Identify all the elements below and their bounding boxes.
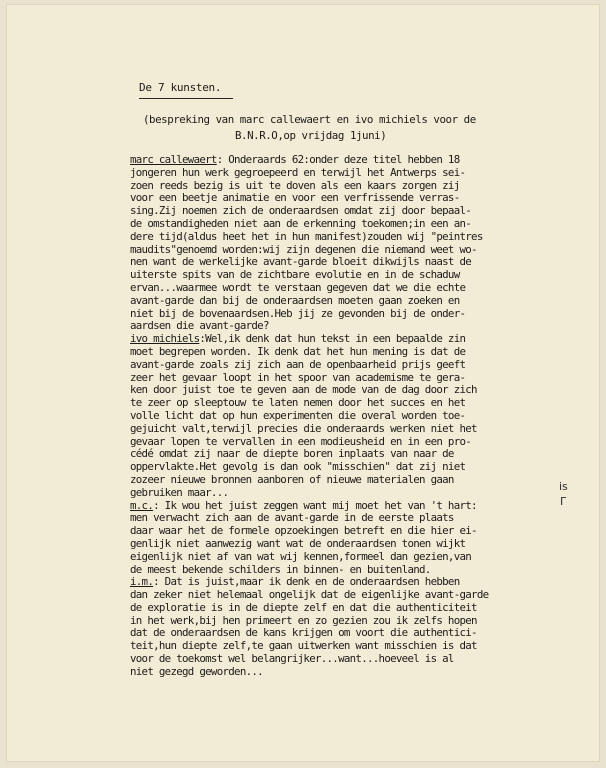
line-text: zozeer nieuwe bronnen aanboren of nieuwe materialen gaan bbox=[130, 472, 454, 486]
subtitle-line-2: B.N.R.O,op vrijdag 1juni) bbox=[235, 129, 387, 142]
speaker-name: ivo michiels bbox=[130, 332, 200, 346]
line-text: : Dat is juist,maar ik denk en de onderaardsen hebben bbox=[153, 575, 460, 589]
line-text: niet bij de bovenaardsen.Heb jij ze gevonden bij de onder- bbox=[130, 306, 466, 320]
line-text: de omstandigheden niet aan de erkenning toekomen;in een an- bbox=[130, 216, 472, 230]
speaker-name: m.c. bbox=[130, 498, 154, 512]
line-text: avant-garde zoals zij zich aan de openbaarheid prijs geeft bbox=[130, 357, 466, 371]
line-text: men verwacht zich aan de avant-garde in de eerste plaats bbox=[130, 511, 454, 525]
line-text: : Onderaards 62:onder deze titel hebben 18 bbox=[216, 153, 460, 166]
line-text: sing.Zij noemen zich de onderaardsen omdat zij door bepaal- bbox=[130, 204, 472, 218]
text-line bbox=[130, 666, 570, 679]
line-text: gebruiken maar... bbox=[130, 485, 229, 499]
line-text: volle licht dat op hun experimenten die overal worden toe- bbox=[130, 408, 466, 422]
speaker-name: marc callewaert bbox=[130, 153, 217, 166]
line-text: nen want de werkelijke avant-garde bloeit dikwijls naast de bbox=[130, 255, 472, 269]
title-underline bbox=[139, 98, 233, 99]
line-text: gejuicht valt,terwijl precies die onderaards werken niet het bbox=[130, 421, 477, 435]
line-text: ken door juist toe te geven aan de mode van de dag door zich bbox=[130, 383, 477, 397]
line-text: aardsen die avant-garde? bbox=[130, 319, 269, 333]
line-text: oppervlakte.Het gevolg is dan ook "misschien" dat zij niet bbox=[130, 460, 466, 474]
line-text: niet gezegd geworden... bbox=[130, 664, 263, 678]
line-text: avant-garde dan bij de onderaardsen moeten gaan zoeken en bbox=[130, 293, 460, 307]
line-text: genlijk niet aanwezig want wat de onderaardsen tonen wijkt bbox=[130, 536, 466, 550]
line-text: zoen reeds bezig is uit te doven als een kaars zorgen zij bbox=[130, 178, 460, 192]
line-text: moet begrepen worden. Ik denk dat het hun mening is dat de bbox=[130, 344, 466, 358]
line-text: jongeren hun werk gegroepeerd en terwijl het Antwerps sei- bbox=[130, 165, 466, 179]
line-text: voor de toekomst wel belangrijker...want...hoeveel is al bbox=[130, 652, 454, 666]
line-text: eigenlijk niet af van wat wij kennen,formeel dan gezien,van bbox=[130, 549, 472, 563]
line-text: : Ik wou het juist zeggen want mij moet het van 't hart: bbox=[153, 498, 477, 512]
line-text: maudits"genoemd worden:wij zijn degenen die niemand weet wo- bbox=[130, 242, 477, 256]
document-page bbox=[6, 4, 600, 762]
line-text: de meest bekende schilders in binnen- en buitenland. bbox=[130, 562, 431, 576]
line-text: :Wel,ik denk dat hun tekst in een bepaalde zin bbox=[199, 332, 466, 346]
line-text: dere tijd(aldus heet het in hun manifest)zouden wij "peintres bbox=[130, 229, 483, 243]
subtitle-line-1: (bespreking van marc callewaert en ivo michiels voor de bbox=[143, 113, 476, 126]
speaker-name: i.m. bbox=[130, 575, 154, 589]
line-text: te zeer op sleeptouw te laten nemen door het succes en het bbox=[130, 396, 466, 410]
line-text: in het werk,bij hen primeert en zo gezien zou ik zelfs hopen bbox=[130, 613, 477, 627]
line-text: daar waar het de formele opzoekingen betreft en die hier ei- bbox=[130, 524, 477, 538]
line-text: uiterste spits van de zichtbare evolutie en in de schaduw bbox=[130, 268, 460, 282]
handwritten-margin-note: is bbox=[559, 480, 568, 493]
line-text: gevaar lopen te vervallen in een modieusheid en in een pro- bbox=[130, 434, 472, 448]
line-text: zeer het gevaar loopt in het spoor van academisme te gera- bbox=[130, 370, 466, 384]
line-text: voor een beetje animatie en voor een verfrissende verras- bbox=[130, 191, 460, 205]
line-text: cédé omdat zij naar de diepte boren inplaats van naar de bbox=[130, 447, 454, 461]
line-text: ervan...waarmee wordt te verstaan gegeven dat we die echte bbox=[130, 280, 466, 294]
document-title: De 7 kunsten. bbox=[139, 81, 222, 94]
line-text: teit,hun diepte zelf,te gaan uitwerken want misschien is dat bbox=[130, 639, 477, 653]
line-text: dat de onderaardsen de kans krijgen om voort die authentici- bbox=[130, 626, 477, 640]
line-text: dan zeker niet helemaal ongelijk dat de eigenlijke avant-garde bbox=[130, 588, 489, 602]
handwritten-correction-mark: Γ bbox=[560, 495, 567, 508]
transcript-body bbox=[130, 154, 570, 679]
line-text: de exploratie is in de diepte zelf en dat die authenticiteit bbox=[130, 600, 477, 614]
